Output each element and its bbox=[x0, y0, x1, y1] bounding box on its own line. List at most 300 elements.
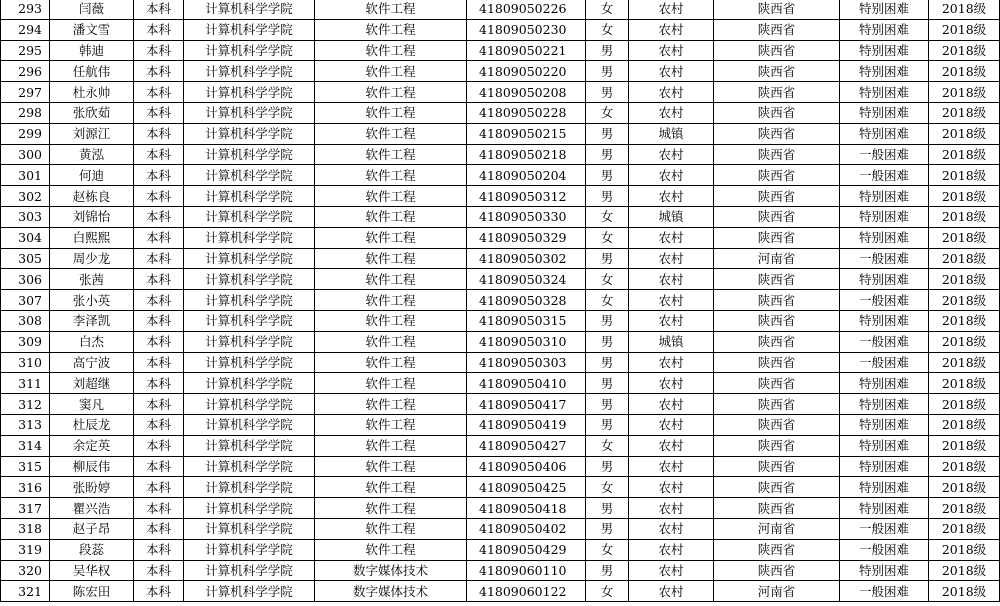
student-name-cell: 周少龙 bbox=[50, 248, 134, 269]
difficulty-level-cell: 特别困难 bbox=[840, 456, 929, 477]
college-cell: 计算机科学学院 bbox=[184, 456, 315, 477]
grade-cell: 2018级 bbox=[929, 248, 1000, 269]
college-cell: 计算机科学学院 bbox=[184, 290, 315, 311]
gender-cell: 女 bbox=[586, 477, 629, 498]
major-cell: 软件工程 bbox=[315, 414, 467, 435]
row-number-cell: 303 bbox=[1, 206, 50, 227]
province-cell: 陕西省 bbox=[714, 352, 840, 373]
student-name-cell: 张欣茹 bbox=[50, 102, 134, 123]
education-level-cell: 本科 bbox=[134, 290, 184, 311]
major-cell: 数字媒体技术 bbox=[315, 581, 467, 602]
grade-cell: 2018级 bbox=[929, 581, 1000, 602]
gender-cell: 男 bbox=[586, 248, 629, 269]
education-level-cell: 本科 bbox=[134, 0, 184, 19]
gender-cell: 女 bbox=[586, 19, 629, 40]
row-number-cell: 316 bbox=[1, 477, 50, 498]
difficulty-level-cell: 特别困难 bbox=[840, 82, 929, 103]
grade-cell: 2018级 bbox=[929, 456, 1000, 477]
province-cell: 河南省 bbox=[714, 248, 840, 269]
college-cell: 计算机科学学院 bbox=[184, 227, 315, 248]
grade-cell: 2018级 bbox=[929, 61, 1000, 82]
student-id-cell: 41809050429 bbox=[467, 539, 586, 560]
residence-type-cell: 城镇 bbox=[629, 206, 714, 227]
major-cell: 软件工程 bbox=[315, 248, 467, 269]
table-row bbox=[1, 581, 1000, 602]
student-id-cell: 41809050315 bbox=[467, 310, 586, 331]
student-id-cell: 41809050228 bbox=[467, 102, 586, 123]
residence-type-cell: 城镇 bbox=[629, 123, 714, 144]
table-row bbox=[1, 186, 1000, 207]
table-row bbox=[1, 373, 1000, 394]
gender-cell: 男 bbox=[586, 310, 629, 331]
college-cell: 计算机科学学院 bbox=[184, 40, 315, 61]
residence-type-cell: 农村 bbox=[629, 0, 714, 19]
student-id-cell: 41809050303 bbox=[467, 352, 586, 373]
province-cell: 陕西省 bbox=[714, 414, 840, 435]
college-cell: 计算机科学学院 bbox=[184, 498, 315, 519]
row-number-cell: 307 bbox=[1, 290, 50, 311]
education-level-cell: 本科 bbox=[134, 414, 184, 435]
row-number-cell: 297 bbox=[1, 82, 50, 103]
roster-body bbox=[1, 0, 1000, 602]
gender-cell: 男 bbox=[586, 61, 629, 82]
table-row bbox=[1, 394, 1000, 415]
grade-cell: 2018级 bbox=[929, 269, 1000, 290]
difficulty-level-cell: 特别困难 bbox=[840, 123, 929, 144]
province-cell: 陕西省 bbox=[714, 290, 840, 311]
row-number-cell: 318 bbox=[1, 518, 50, 539]
table-row bbox=[1, 310, 1000, 331]
education-level-cell: 本科 bbox=[134, 40, 184, 61]
row-number-cell: 298 bbox=[1, 102, 50, 123]
residence-type-cell: 农村 bbox=[629, 186, 714, 207]
residence-type-cell: 农村 bbox=[629, 61, 714, 82]
row-number-cell: 309 bbox=[1, 331, 50, 352]
table-row bbox=[1, 560, 1000, 581]
student-id-cell: 41809050324 bbox=[467, 269, 586, 290]
college-cell: 计算机科学学院 bbox=[184, 310, 315, 331]
student-name-cell: 赵子昂 bbox=[50, 518, 134, 539]
major-cell: 软件工程 bbox=[315, 206, 467, 227]
province-cell: 陕西省 bbox=[714, 40, 840, 61]
college-cell: 计算机科学学院 bbox=[184, 518, 315, 539]
table-row bbox=[1, 477, 1000, 498]
row-number-cell: 293 bbox=[1, 0, 50, 19]
major-cell: 软件工程 bbox=[315, 186, 467, 207]
residence-type-cell: 农村 bbox=[629, 477, 714, 498]
table-row bbox=[1, 19, 1000, 40]
education-level-cell: 本科 bbox=[134, 61, 184, 82]
student-name-cell: 张盼婷 bbox=[50, 477, 134, 498]
province-cell: 陕西省 bbox=[714, 269, 840, 290]
residence-type-cell: 农村 bbox=[629, 102, 714, 123]
table-row bbox=[1, 123, 1000, 144]
difficulty-level-cell: 一般困难 bbox=[840, 352, 929, 373]
gender-cell: 男 bbox=[586, 165, 629, 186]
difficulty-level-cell: 特别困难 bbox=[840, 394, 929, 415]
residence-type-cell: 城镇 bbox=[629, 331, 714, 352]
college-cell: 计算机科学学院 bbox=[184, 123, 315, 144]
row-number-cell: 313 bbox=[1, 414, 50, 435]
residence-type-cell: 农村 bbox=[629, 269, 714, 290]
student-id-cell: 41809050330 bbox=[467, 206, 586, 227]
residence-type-cell: 农村 bbox=[629, 82, 714, 103]
row-number-cell: 306 bbox=[1, 269, 50, 290]
college-cell: 计算机科学学院 bbox=[184, 248, 315, 269]
residence-type-cell: 农村 bbox=[629, 290, 714, 311]
student-id-cell: 41809050427 bbox=[467, 435, 586, 456]
residence-type-cell: 农村 bbox=[629, 394, 714, 415]
major-cell: 软件工程 bbox=[315, 269, 467, 290]
student-id-cell: 41809050312 bbox=[467, 186, 586, 207]
difficulty-level-cell: 特别困难 bbox=[840, 498, 929, 519]
major-cell: 软件工程 bbox=[315, 290, 467, 311]
education-level-cell: 本科 bbox=[134, 352, 184, 373]
row-number-cell: 296 bbox=[1, 61, 50, 82]
education-level-cell: 本科 bbox=[134, 477, 184, 498]
table-row bbox=[1, 206, 1000, 227]
student-id-cell: 41809060122 bbox=[467, 581, 586, 602]
province-cell: 陕西省 bbox=[714, 498, 840, 519]
student-name-cell: 白杰 bbox=[50, 331, 134, 352]
row-number-cell: 302 bbox=[1, 186, 50, 207]
major-cell: 软件工程 bbox=[315, 518, 467, 539]
education-level-cell: 本科 bbox=[134, 581, 184, 602]
difficulty-level-cell: 特别困难 bbox=[840, 19, 929, 40]
difficulty-level-cell: 特别困难 bbox=[840, 560, 929, 581]
college-cell: 计算机科学学院 bbox=[184, 19, 315, 40]
gender-cell: 男 bbox=[586, 414, 629, 435]
grade-cell: 2018级 bbox=[929, 144, 1000, 165]
college-cell: 计算机科学学院 bbox=[184, 414, 315, 435]
grade-cell: 2018级 bbox=[929, 539, 1000, 560]
province-cell: 陕西省 bbox=[714, 144, 840, 165]
student-name-cell: 韩迪 bbox=[50, 40, 134, 61]
table-row bbox=[1, 352, 1000, 373]
major-cell: 软件工程 bbox=[315, 0, 467, 19]
major-cell: 软件工程 bbox=[315, 61, 467, 82]
gender-cell: 男 bbox=[586, 82, 629, 103]
province-cell: 陕西省 bbox=[714, 477, 840, 498]
student-name-cell: 闫薇 bbox=[50, 0, 134, 19]
education-level-cell: 本科 bbox=[134, 518, 184, 539]
table-row bbox=[1, 498, 1000, 519]
residence-type-cell: 农村 bbox=[629, 373, 714, 394]
difficulty-level-cell: 特别困难 bbox=[840, 206, 929, 227]
college-cell: 计算机科学学院 bbox=[184, 394, 315, 415]
education-level-cell: 本科 bbox=[134, 165, 184, 186]
major-cell: 软件工程 bbox=[315, 19, 467, 40]
province-cell: 河南省 bbox=[714, 581, 840, 602]
education-level-cell: 本科 bbox=[134, 206, 184, 227]
student-name-cell: 刘源江 bbox=[50, 123, 134, 144]
row-number-cell: 320 bbox=[1, 560, 50, 581]
gender-cell: 女 bbox=[586, 206, 629, 227]
education-level-cell: 本科 bbox=[134, 373, 184, 394]
residence-type-cell: 农村 bbox=[629, 456, 714, 477]
education-level-cell: 本科 bbox=[134, 123, 184, 144]
grade-cell: 2018级 bbox=[929, 102, 1000, 123]
gender-cell: 女 bbox=[586, 102, 629, 123]
table-row bbox=[1, 290, 1000, 311]
grade-cell: 2018级 bbox=[929, 352, 1000, 373]
student-name-cell: 陈宏田 bbox=[50, 581, 134, 602]
grade-cell: 2018级 bbox=[929, 373, 1000, 394]
student-id-cell: 41809050419 bbox=[467, 414, 586, 435]
grade-cell: 2018级 bbox=[929, 40, 1000, 61]
student-name-cell: 余定英 bbox=[50, 435, 134, 456]
student-name-cell: 窦凡 bbox=[50, 394, 134, 415]
college-cell: 计算机科学学院 bbox=[184, 0, 315, 19]
gender-cell: 女 bbox=[586, 0, 629, 19]
student-name-cell: 何迪 bbox=[50, 165, 134, 186]
gender-cell: 男 bbox=[586, 352, 629, 373]
grade-cell: 2018级 bbox=[929, 82, 1000, 103]
row-number-cell: 310 bbox=[1, 352, 50, 373]
difficulty-level-cell: 特别困难 bbox=[840, 186, 929, 207]
province-cell: 陕西省 bbox=[714, 61, 840, 82]
table-row bbox=[1, 435, 1000, 456]
gender-cell: 男 bbox=[586, 456, 629, 477]
gender-cell: 男 bbox=[586, 40, 629, 61]
difficulty-level-cell: 一般困难 bbox=[840, 518, 929, 539]
table-row bbox=[1, 456, 1000, 477]
province-cell: 陕西省 bbox=[714, 123, 840, 144]
residence-type-cell: 农村 bbox=[629, 165, 714, 186]
province-cell: 陕西省 bbox=[714, 539, 840, 560]
grade-cell: 2018级 bbox=[929, 227, 1000, 248]
province-cell: 陕西省 bbox=[714, 435, 840, 456]
education-level-cell: 本科 bbox=[134, 102, 184, 123]
college-cell: 计算机科学学院 bbox=[184, 331, 315, 352]
table-row bbox=[1, 269, 1000, 290]
major-cell: 软件工程 bbox=[315, 456, 467, 477]
student-name-cell: 黄泓 bbox=[50, 144, 134, 165]
student-id-cell: 41809050402 bbox=[467, 518, 586, 539]
table-row bbox=[1, 248, 1000, 269]
student-name-cell: 张茜 bbox=[50, 269, 134, 290]
education-level-cell: 本科 bbox=[134, 82, 184, 103]
difficulty-level-cell: 一般困难 bbox=[840, 290, 929, 311]
college-cell: 计算机科学学院 bbox=[184, 82, 315, 103]
table-row bbox=[1, 539, 1000, 560]
education-level-cell: 本科 bbox=[134, 227, 184, 248]
major-cell: 数字媒体技术 bbox=[315, 560, 467, 581]
education-level-cell: 本科 bbox=[134, 456, 184, 477]
difficulty-level-cell: 特别困难 bbox=[840, 102, 929, 123]
grade-cell: 2018级 bbox=[929, 518, 1000, 539]
residence-type-cell: 农村 bbox=[629, 518, 714, 539]
student-id-cell: 41809050208 bbox=[467, 82, 586, 103]
student-id-cell: 41809050425 bbox=[467, 477, 586, 498]
major-cell: 软件工程 bbox=[315, 394, 467, 415]
student-name-cell: 柳辰伟 bbox=[50, 456, 134, 477]
province-cell: 陕西省 bbox=[714, 186, 840, 207]
gender-cell: 男 bbox=[586, 373, 629, 394]
major-cell: 软件工程 bbox=[315, 40, 467, 61]
grade-cell: 2018级 bbox=[929, 310, 1000, 331]
education-level-cell: 本科 bbox=[134, 144, 184, 165]
education-level-cell: 本科 bbox=[134, 394, 184, 415]
row-number-cell: 294 bbox=[1, 19, 50, 40]
gender-cell: 女 bbox=[586, 581, 629, 602]
grade-cell: 2018级 bbox=[929, 186, 1000, 207]
grade-cell: 2018级 bbox=[929, 435, 1000, 456]
major-cell: 软件工程 bbox=[315, 435, 467, 456]
student-id-cell: 41809050410 bbox=[467, 373, 586, 394]
row-number-cell: 319 bbox=[1, 539, 50, 560]
difficulty-level-cell: 特别困难 bbox=[840, 373, 929, 394]
row-number-cell: 321 bbox=[1, 581, 50, 602]
college-cell: 计算机科学学院 bbox=[184, 581, 315, 602]
row-number-cell: 304 bbox=[1, 227, 50, 248]
residence-type-cell: 农村 bbox=[629, 560, 714, 581]
gender-cell: 男 bbox=[586, 560, 629, 581]
grade-cell: 2018级 bbox=[929, 477, 1000, 498]
student-id-cell: 41809060110 bbox=[467, 560, 586, 581]
student-id-cell: 41809050418 bbox=[467, 498, 586, 519]
row-number-cell: 299 bbox=[1, 123, 50, 144]
college-cell: 计算机科学学院 bbox=[184, 144, 315, 165]
difficulty-level-cell: 一般困难 bbox=[840, 144, 929, 165]
province-cell: 陕西省 bbox=[714, 310, 840, 331]
residence-type-cell: 农村 bbox=[629, 435, 714, 456]
student-id-cell: 41809050204 bbox=[467, 165, 586, 186]
difficulty-level-cell: 特别困难 bbox=[840, 477, 929, 498]
province-cell: 陕西省 bbox=[714, 373, 840, 394]
residence-type-cell: 农村 bbox=[629, 581, 714, 602]
residence-type-cell: 农村 bbox=[629, 19, 714, 40]
student-name-cell: 瞿兴浩 bbox=[50, 498, 134, 519]
row-number-cell: 315 bbox=[1, 456, 50, 477]
student-id-cell: 41809050417 bbox=[467, 394, 586, 415]
student-id-cell: 41809050215 bbox=[467, 123, 586, 144]
student-id-cell: 41809050220 bbox=[467, 61, 586, 82]
major-cell: 软件工程 bbox=[315, 373, 467, 394]
difficulty-level-cell: 一般困难 bbox=[840, 539, 929, 560]
table-row bbox=[1, 82, 1000, 103]
student-name-cell: 白熙熙 bbox=[50, 227, 134, 248]
province-cell: 陕西省 bbox=[714, 19, 840, 40]
table-row bbox=[1, 165, 1000, 186]
difficulty-level-cell: 特别困难 bbox=[840, 414, 929, 435]
grade-cell: 2018级 bbox=[929, 414, 1000, 435]
table-row bbox=[1, 331, 1000, 352]
residence-type-cell: 农村 bbox=[629, 498, 714, 519]
student-name-cell: 吴华权 bbox=[50, 560, 134, 581]
row-number-cell: 314 bbox=[1, 435, 50, 456]
table-row bbox=[1, 40, 1000, 61]
table-row bbox=[1, 414, 1000, 435]
student-name-cell: 高宁波 bbox=[50, 352, 134, 373]
row-number-cell: 312 bbox=[1, 394, 50, 415]
table-row bbox=[1, 518, 1000, 539]
student-id-cell: 41809050302 bbox=[467, 248, 586, 269]
row-number-cell: 295 bbox=[1, 40, 50, 61]
college-cell: 计算机科学学院 bbox=[184, 165, 315, 186]
grade-cell: 2018级 bbox=[929, 560, 1000, 581]
student-name-cell: 刘超继 bbox=[50, 373, 134, 394]
gender-cell: 女 bbox=[586, 290, 629, 311]
province-cell: 陕西省 bbox=[714, 227, 840, 248]
grade-cell: 2018级 bbox=[929, 394, 1000, 415]
student-name-cell: 杜辰龙 bbox=[50, 414, 134, 435]
student-name-cell: 任航伟 bbox=[50, 61, 134, 82]
difficulty-level-cell: 特别困难 bbox=[840, 0, 929, 19]
education-level-cell: 本科 bbox=[134, 498, 184, 519]
education-level-cell: 本科 bbox=[134, 269, 184, 290]
province-cell: 陕西省 bbox=[714, 331, 840, 352]
grade-cell: 2018级 bbox=[929, 123, 1000, 144]
major-cell: 软件工程 bbox=[315, 498, 467, 519]
major-cell: 软件工程 bbox=[315, 165, 467, 186]
major-cell: 软件工程 bbox=[315, 477, 467, 498]
residence-type-cell: 农村 bbox=[629, 352, 714, 373]
gender-cell: 男 bbox=[586, 394, 629, 415]
table-row bbox=[1, 0, 1000, 19]
college-cell: 计算机科学学院 bbox=[184, 206, 315, 227]
major-cell: 软件工程 bbox=[315, 227, 467, 248]
student-name-cell: 张小英 bbox=[50, 290, 134, 311]
college-cell: 计算机科学学院 bbox=[184, 352, 315, 373]
college-cell: 计算机科学学院 bbox=[184, 373, 315, 394]
residence-type-cell: 农村 bbox=[629, 144, 714, 165]
college-cell: 计算机科学学院 bbox=[184, 477, 315, 498]
table-row bbox=[1, 227, 1000, 248]
difficulty-level-cell: 特别困难 bbox=[840, 310, 929, 331]
student-id-cell: 41809050329 bbox=[467, 227, 586, 248]
grade-cell: 2018级 bbox=[929, 19, 1000, 40]
student-id-cell: 41809050221 bbox=[467, 40, 586, 61]
gender-cell: 女 bbox=[586, 539, 629, 560]
grade-cell: 2018级 bbox=[929, 290, 1000, 311]
row-number-cell: 317 bbox=[1, 498, 50, 519]
education-level-cell: 本科 bbox=[134, 560, 184, 581]
difficulty-level-cell: 特别困难 bbox=[840, 227, 929, 248]
residence-type-cell: 农村 bbox=[629, 227, 714, 248]
province-cell: 陕西省 bbox=[714, 456, 840, 477]
student-name-cell: 赵栋良 bbox=[50, 186, 134, 207]
college-cell: 计算机科学学院 bbox=[184, 61, 315, 82]
grade-cell: 2018级 bbox=[929, 331, 1000, 352]
major-cell: 软件工程 bbox=[315, 331, 467, 352]
education-level-cell: 本科 bbox=[134, 435, 184, 456]
province-cell: 陕西省 bbox=[714, 0, 840, 19]
student-name-cell: 李泽凯 bbox=[50, 310, 134, 331]
difficulty-level-cell: 特别困难 bbox=[840, 435, 929, 456]
major-cell: 软件工程 bbox=[315, 82, 467, 103]
college-cell: 计算机科学学院 bbox=[184, 102, 315, 123]
gender-cell: 女 bbox=[586, 269, 629, 290]
college-cell: 计算机科学学院 bbox=[184, 269, 315, 290]
residence-type-cell: 农村 bbox=[629, 40, 714, 61]
education-level-cell: 本科 bbox=[134, 248, 184, 269]
gender-cell: 男 bbox=[586, 123, 629, 144]
grade-cell: 2018级 bbox=[929, 206, 1000, 227]
province-cell: 陕西省 bbox=[714, 394, 840, 415]
major-cell: 软件工程 bbox=[315, 102, 467, 123]
row-number-cell: 308 bbox=[1, 310, 50, 331]
student-name-cell: 段蕊 bbox=[50, 539, 134, 560]
residence-type-cell: 农村 bbox=[629, 248, 714, 269]
student-id-cell: 41809050218 bbox=[467, 144, 586, 165]
college-cell: 计算机科学学院 bbox=[184, 435, 315, 456]
gender-cell: 男 bbox=[586, 186, 629, 207]
difficulty-level-cell: 一般困难 bbox=[840, 248, 929, 269]
student-id-cell: 41809050226 bbox=[467, 0, 586, 19]
grade-cell: 2018级 bbox=[929, 0, 1000, 19]
college-cell: 计算机科学学院 bbox=[184, 186, 315, 207]
